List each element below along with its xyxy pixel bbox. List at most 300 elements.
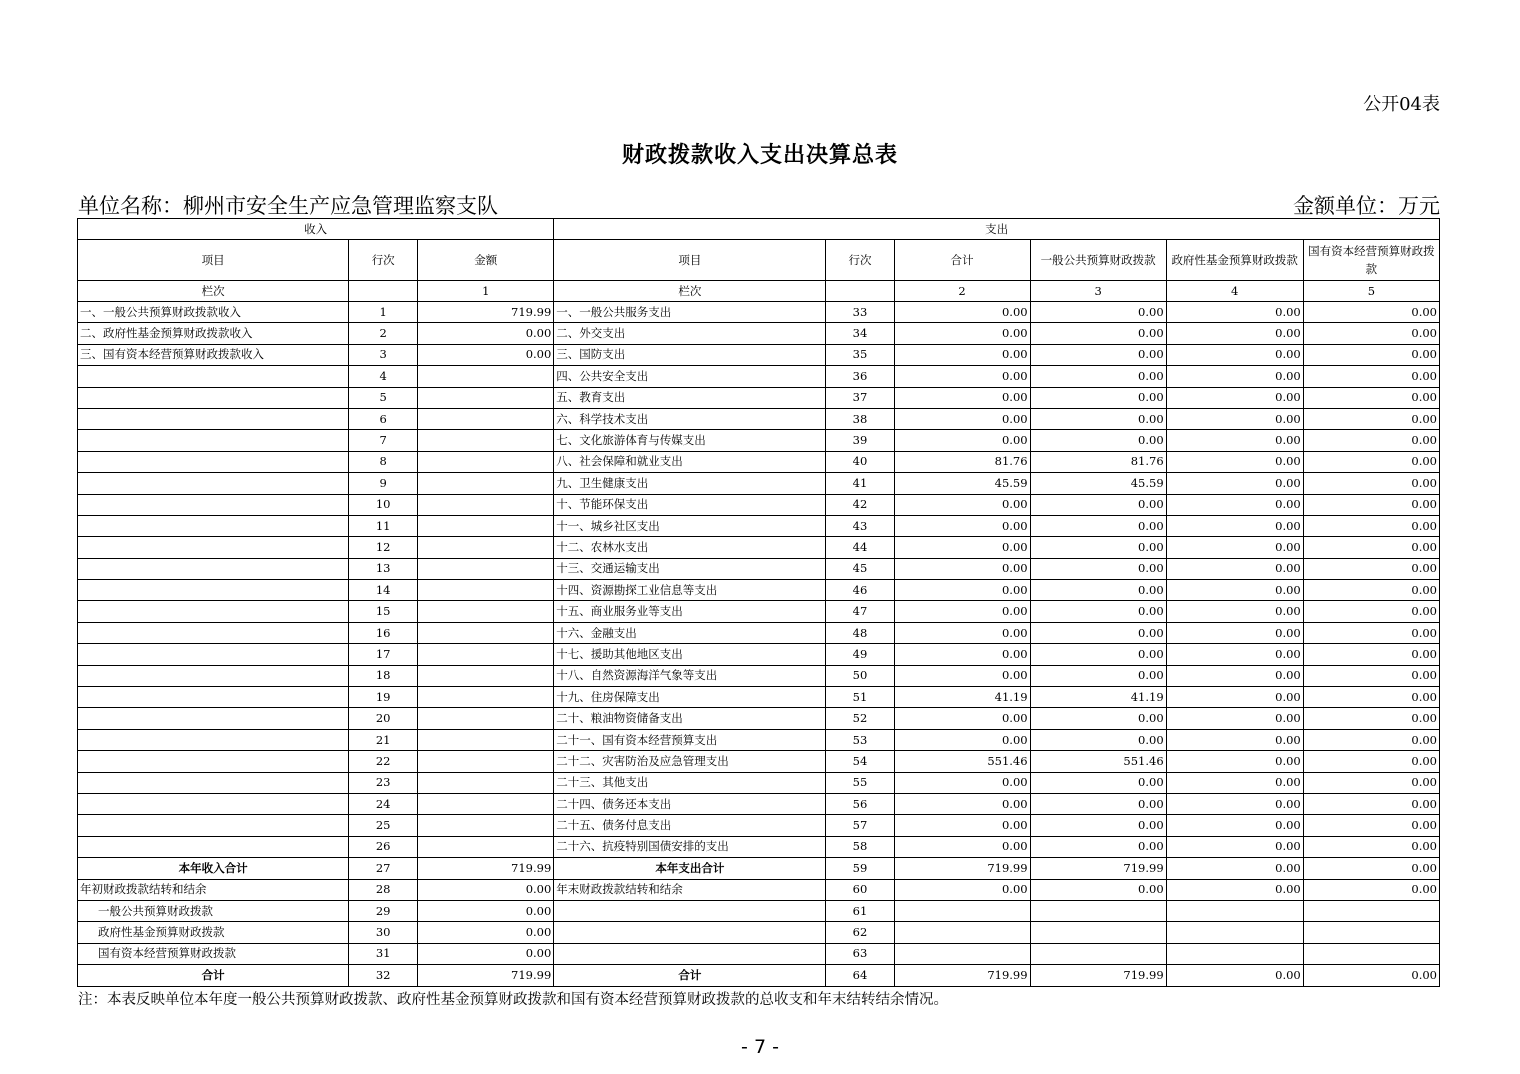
cell-ex-item: 十八、自然资源海洋气象等支出	[554, 665, 826, 686]
cell-ex-general: 0.00	[1030, 601, 1166, 622]
cell-ex-item: 二十二、灾害防治及应急管理支出	[554, 751, 826, 772]
col-num-in-amount: 1	[418, 281, 554, 302]
cell-ex-item: 十二、农林水支出	[554, 537, 826, 558]
cell-ex-fund: 0.00	[1166, 558, 1303, 579]
cell-ex-total: 0.00	[894, 665, 1030, 686]
cell-in-item	[78, 580, 349, 601]
table-row	[78, 858, 1440, 879]
cell-ex-total	[894, 943, 1030, 964]
cell-ex-total: 0.00	[894, 408, 1030, 429]
cell-ex-soe: 0.00	[1303, 708, 1439, 729]
cell-ex-item: 十四、资源勘探工业信息等支出	[554, 580, 826, 601]
page-number: - 7 -	[741, 1036, 779, 1058]
cell-in-item	[78, 729, 349, 750]
cell-ex-item: 四、公共安全支出	[554, 366, 826, 387]
cell-ex-total	[894, 900, 1030, 921]
cell-in-line: 12	[349, 537, 418, 558]
table-row	[78, 494, 1440, 515]
cell-ex-fund: 0.00	[1166, 815, 1303, 836]
cell-ex-line: 33	[826, 302, 894, 323]
cell-ex-soe: 0.00	[1303, 408, 1439, 429]
cell-in-line: 10	[349, 494, 418, 515]
cell-in-line: 13	[349, 558, 418, 579]
cell-in-item: 一、一般公共预算财政拨款收入	[78, 302, 349, 323]
cell-in-item	[78, 687, 349, 708]
cell-ex-fund	[1166, 922, 1303, 943]
table-row	[78, 644, 1440, 665]
cell-in-item: 政府性基金预算财政拨款	[78, 922, 349, 943]
cell-ex-line: 57	[826, 815, 894, 836]
column-header-row	[78, 240, 1440, 281]
cell-ex-line: 38	[826, 408, 894, 429]
cell-ex-total: 0.00	[894, 558, 1030, 579]
cell-ex-line: 61	[826, 900, 894, 921]
cell-ex-line: 36	[826, 366, 894, 387]
cell-in-item	[78, 665, 349, 686]
cell-in-amount	[418, 430, 554, 451]
cell-in-line: 11	[349, 515, 418, 536]
table-row	[78, 515, 1440, 536]
cell-ex-item: 二十六、抗疫特别国债安排的支出	[554, 836, 826, 857]
cell-ex-item: 五、教育支出	[554, 387, 826, 408]
cell-ex-item	[554, 922, 826, 943]
cell-in-amount	[418, 387, 554, 408]
column-number-row	[78, 281, 1440, 302]
cell-ex-total: 0.00	[894, 344, 1030, 365]
cell-in-item	[78, 708, 349, 729]
cell-ex-soe: 0.00	[1303, 323, 1439, 344]
cell-in-amount	[418, 793, 554, 814]
cell-ex-total: 0.00	[894, 537, 1030, 558]
cell-ex-item: 一、一般公共服务支出	[554, 302, 826, 323]
cell-ex-fund: 0.00	[1166, 451, 1303, 472]
table-row	[78, 815, 1440, 836]
table-row	[78, 430, 1440, 451]
cell-ex-soe	[1303, 900, 1439, 921]
table-row	[78, 622, 1440, 643]
cell-ex-total	[894, 922, 1030, 943]
cell-ex-item: 九、卫生健康支出	[554, 473, 826, 494]
cell-ex-total: 45.59	[894, 473, 1030, 494]
cell-ex-item	[554, 900, 826, 921]
table-row	[78, 473, 1440, 494]
cell-ex-total: 0.00	[894, 729, 1030, 750]
cell-ex-general: 719.99	[1030, 858, 1166, 879]
cell-ex-item: 十、节能环保支出	[554, 494, 826, 515]
cell-ex-total: 0.00	[894, 601, 1030, 622]
cell-ex-fund: 0.00	[1166, 708, 1303, 729]
header-in-amount: 金额	[418, 240, 554, 281]
cell-ex-general: 0.00	[1030, 729, 1166, 750]
cell-ex-fund: 0.00	[1166, 729, 1303, 750]
table-row	[78, 344, 1440, 365]
cell-ex-general: 0.00	[1030, 558, 1166, 579]
cell-ex-general: 45.59	[1030, 473, 1166, 494]
cell-ex-soe: 0.00	[1303, 451, 1439, 472]
cell-ex-total: 0.00	[894, 836, 1030, 857]
cell-ex-soe: 0.00	[1303, 751, 1439, 772]
cell-ex-general	[1030, 900, 1166, 921]
cell-ex-general: 0.00	[1030, 302, 1166, 323]
cell-ex-general: 0.00	[1030, 344, 1166, 365]
cell-ex-fund: 0.00	[1166, 580, 1303, 601]
cell-in-line: 25	[349, 815, 418, 836]
cell-ex-soe: 0.00	[1303, 793, 1439, 814]
cell-in-line: 20	[349, 708, 418, 729]
cell-ex-item: 十一、城乡社区支出	[554, 515, 826, 536]
cell-in-amount	[418, 644, 554, 665]
table-row	[78, 729, 1440, 750]
cell-ex-general: 0.00	[1030, 323, 1166, 344]
cell-ex-general	[1030, 922, 1166, 943]
cell-in-item	[78, 387, 349, 408]
cell-ex-soe: 0.00	[1303, 580, 1439, 601]
cell-ex-line: 54	[826, 751, 894, 772]
cell-in-line: 16	[349, 622, 418, 643]
cell-ex-general: 551.46	[1030, 751, 1166, 772]
cell-in-item	[78, 537, 349, 558]
cell-in-item	[78, 793, 349, 814]
col-num-ex-soe: 5	[1303, 281, 1439, 302]
cell-ex-general: 0.00	[1030, 879, 1166, 900]
cell-in-amount	[418, 729, 554, 750]
cell-ex-fund: 0.00	[1166, 430, 1303, 451]
cell-in-line: 27	[349, 858, 418, 879]
cell-ex-soe: 0.00	[1303, 665, 1439, 686]
col-num-ex-fund: 4	[1166, 281, 1303, 302]
cell-ex-total: 0.00	[894, 323, 1030, 344]
cell-ex-soe: 0.00	[1303, 366, 1439, 387]
cell-ex-soe: 0.00	[1303, 302, 1439, 323]
cell-ex-line: 43	[826, 515, 894, 536]
cell-ex-soe: 0.00	[1303, 430, 1439, 451]
cell-ex-total: 0.00	[894, 622, 1030, 643]
cell-ex-general: 0.00	[1030, 665, 1166, 686]
table-row	[78, 451, 1440, 472]
cell-in-line: 8	[349, 451, 418, 472]
table-row	[78, 943, 1440, 964]
cell-in-item	[78, 772, 349, 793]
cell-in-amount	[418, 751, 554, 772]
cell-in-amount	[418, 708, 554, 729]
cell-ex-fund: 0.00	[1166, 515, 1303, 536]
cell-in-item	[78, 601, 349, 622]
cell-in-amount	[418, 494, 554, 515]
cell-in-amount	[418, 515, 554, 536]
cell-in-amount	[418, 772, 554, 793]
cell-in-line: 28	[349, 879, 418, 900]
cell-ex-general: 0.00	[1030, 537, 1166, 558]
section-expense: 支出	[554, 219, 1440, 240]
cell-ex-item: 十九、住房保障支出	[554, 687, 826, 708]
cell-in-item	[78, 408, 349, 429]
cell-ex-fund: 0.00	[1166, 473, 1303, 494]
cell-ex-general: 0.00	[1030, 430, 1166, 451]
table-row	[78, 302, 1440, 323]
col-num-ex-line	[826, 281, 894, 302]
table-row	[78, 836, 1440, 857]
cell-ex-fund: 0.00	[1166, 793, 1303, 814]
cell-ex-soe	[1303, 922, 1439, 943]
cell-ex-item: 二十三、其他支出	[554, 772, 826, 793]
cell-ex-item: 本年支出合计	[554, 858, 826, 879]
cell-in-line: 31	[349, 943, 418, 964]
cell-in-line: 5	[349, 387, 418, 408]
cell-in-line: 15	[349, 601, 418, 622]
table-row	[78, 601, 1440, 622]
cell-ex-fund: 0.00	[1166, 836, 1303, 857]
cell-ex-line: 41	[826, 473, 894, 494]
cell-ex-line: 56	[826, 793, 894, 814]
cell-ex-fund: 0.00	[1166, 494, 1303, 515]
cell-ex-total: 41.19	[894, 687, 1030, 708]
cell-in-line: 22	[349, 751, 418, 772]
cell-ex-item: 八、社会保障和就业支出	[554, 451, 826, 472]
cell-ex-fund: 0.00	[1166, 622, 1303, 643]
cell-ex-total: 0.00	[894, 793, 1030, 814]
cell-ex-soe: 0.00	[1303, 858, 1439, 879]
cell-ex-general: 0.00	[1030, 836, 1166, 857]
cell-ex-total: 81.76	[894, 451, 1030, 472]
page-title: 财政拨款收入支出决算总表	[621, 142, 898, 168]
cell-in-item	[78, 836, 349, 857]
cell-in-amount: 0.00	[418, 922, 554, 943]
cell-in-amount	[418, 473, 554, 494]
cell-ex-soe: 0.00	[1303, 537, 1439, 558]
cell-ex-soe: 0.00	[1303, 644, 1439, 665]
cell-ex-total: 0.00	[894, 515, 1030, 536]
cell-in-item	[78, 815, 349, 836]
cell-ex-total: 0.00	[894, 430, 1030, 451]
cell-in-amount	[418, 558, 554, 579]
table-row	[78, 879, 1440, 900]
cell-in-amount: 719.99	[418, 302, 554, 323]
cell-in-line: 21	[349, 729, 418, 750]
cell-in-line: 17	[349, 644, 418, 665]
cell-ex-line: 55	[826, 772, 894, 793]
budget-table	[77, 218, 1440, 987]
cell-ex-line: 35	[826, 344, 894, 365]
cell-ex-general: 0.00	[1030, 772, 1166, 793]
cell-ex-line: 51	[826, 687, 894, 708]
cell-ex-item: 三、国防支出	[554, 344, 826, 365]
cell-ex-item: 合计	[554, 965, 826, 986]
cell-in-amount	[418, 622, 554, 643]
cell-in-item	[78, 430, 349, 451]
cell-ex-soe: 0.00	[1303, 387, 1439, 408]
footnote: 注：本表反映单位本年度一般公共预算财政拨款、政府性基金预算财政拨款和国有资本经营预算财政拨款的总收支和年末结转结余情况。	[78, 992, 948, 1008]
header-ex-soe: 国有资本经营预算财政拨款	[1303, 240, 1439, 281]
section-header-row	[78, 219, 1440, 240]
cell-ex-fund: 0.00	[1166, 387, 1303, 408]
cell-ex-fund: 0.00	[1166, 665, 1303, 686]
cell-in-amount: 0.00	[418, 323, 554, 344]
cell-ex-general: 0.00	[1030, 580, 1166, 601]
cell-ex-general: 719.99	[1030, 965, 1166, 986]
section-income: 收入	[78, 219, 554, 240]
cell-in-line: 19	[349, 687, 418, 708]
table-row	[78, 772, 1440, 793]
table-body	[78, 302, 1440, 987]
col-label-in: 栏次	[78, 281, 349, 302]
cell-ex-general: 0.00	[1030, 515, 1166, 536]
cell-ex-line: 45	[826, 558, 894, 579]
cell-ex-item: 七、文化旅游体育与传媒支出	[554, 430, 826, 451]
cell-in-item	[78, 515, 349, 536]
cell-in-line: 18	[349, 665, 418, 686]
cell-ex-fund: 0.00	[1166, 644, 1303, 665]
header-ex-fund: 政府性基金预算财政拨款	[1166, 240, 1303, 281]
cell-in-line: 3	[349, 344, 418, 365]
cell-ex-fund	[1166, 943, 1303, 964]
cell-ex-total: 719.99	[894, 858, 1030, 879]
header-ex-item: 项目	[554, 240, 826, 281]
cell-in-line: 24	[349, 793, 418, 814]
cell-in-line: 14	[349, 580, 418, 601]
cell-ex-total: 551.46	[894, 751, 1030, 772]
cell-in-item	[78, 494, 349, 515]
cell-ex-soe: 0.00	[1303, 729, 1439, 750]
cell-in-item	[78, 473, 349, 494]
cell-ex-item	[554, 943, 826, 964]
table-row	[78, 793, 1440, 814]
cell-ex-item: 十六、金融支出	[554, 622, 826, 643]
cell-ex-item: 二十五、债务付息支出	[554, 815, 826, 836]
cell-ex-line: 58	[826, 836, 894, 857]
cell-ex-soe: 0.00	[1303, 815, 1439, 836]
cell-in-line: 26	[349, 836, 418, 857]
cell-ex-fund	[1166, 900, 1303, 921]
cell-ex-fund: 0.00	[1166, 344, 1303, 365]
col-num-ex-total: 2	[894, 281, 1030, 302]
cell-ex-fund: 0.00	[1166, 687, 1303, 708]
cell-ex-general: 0.00	[1030, 793, 1166, 814]
amount-unit: 金额单位：万元	[1293, 194, 1440, 218]
cell-in-amount	[418, 665, 554, 686]
cell-ex-total: 0.00	[894, 815, 1030, 836]
cell-in-amount	[418, 408, 554, 429]
cell-ex-item: 十五、商业服务业等支出	[554, 601, 826, 622]
table-row	[78, 900, 1440, 921]
cell-in-amount: 719.99	[418, 965, 554, 986]
table-row	[78, 708, 1440, 729]
cell-ex-line: 34	[826, 323, 894, 344]
cell-ex-total: 0.00	[894, 387, 1030, 408]
header-in-item: 项目	[78, 240, 349, 281]
cell-in-item	[78, 366, 349, 387]
cell-ex-total: 0.00	[894, 772, 1030, 793]
cell-ex-line: 46	[826, 580, 894, 601]
cell-ex-line: 49	[826, 644, 894, 665]
cell-in-line: 6	[349, 408, 418, 429]
table-row	[78, 323, 1440, 344]
cell-ex-soe: 0.00	[1303, 473, 1439, 494]
table-row	[78, 408, 1440, 429]
cell-in-amount	[418, 687, 554, 708]
cell-in-amount	[418, 836, 554, 857]
cell-in-line: 7	[349, 430, 418, 451]
cell-ex-line: 53	[826, 729, 894, 750]
cell-ex-total: 719.99	[894, 965, 1030, 986]
col-num-ex-general: 3	[1030, 281, 1166, 302]
cell-ex-fund: 0.00	[1166, 302, 1303, 323]
cell-in-item: 国有资本经营预算财政拨款	[78, 943, 349, 964]
table-row	[78, 387, 1440, 408]
cell-ex-soe: 0.00	[1303, 772, 1439, 793]
cell-ex-item: 年末财政拨款结转和结余	[554, 879, 826, 900]
cell-ex-fund: 0.00	[1166, 408, 1303, 429]
cell-ex-fund: 0.00	[1166, 537, 1303, 558]
cell-ex-item: 六、科学技术支出	[554, 408, 826, 429]
cell-in-item	[78, 751, 349, 772]
cell-in-line: 32	[349, 965, 418, 986]
cell-in-item: 二、政府性基金预算财政拨款收入	[78, 323, 349, 344]
cell-in-item: 年初财政拨款结转和结余	[78, 879, 349, 900]
cell-ex-general: 0.00	[1030, 708, 1166, 729]
table-row	[78, 665, 1440, 686]
cell-ex-general: 81.76	[1030, 451, 1166, 472]
table-row	[78, 965, 1440, 986]
cell-in-line: 30	[349, 922, 418, 943]
unit-name: 单位名称：柳州市安全生产应急管理监察支队	[78, 194, 498, 218]
cell-ex-soe: 0.00	[1303, 494, 1439, 515]
cell-ex-fund: 0.00	[1166, 601, 1303, 622]
cell-ex-item: 二十一、国有资本经营预算支出	[554, 729, 826, 750]
cell-ex-item: 二十、粮油物资储备支出	[554, 708, 826, 729]
cell-in-item: 合计	[78, 965, 349, 986]
table-row	[78, 366, 1440, 387]
cell-ex-fund: 0.00	[1166, 366, 1303, 387]
cell-ex-line: 52	[826, 708, 894, 729]
header-ex-general: 一般公共预算财政拨款	[1030, 240, 1166, 281]
cell-in-amount: 0.00	[418, 879, 554, 900]
cell-ex-general	[1030, 943, 1166, 964]
cell-ex-fund: 0.00	[1166, 751, 1303, 772]
cell-ex-line: 42	[826, 494, 894, 515]
cell-in-item: 一般公共预算财政拨款	[78, 900, 349, 921]
cell-in-amount: 0.00	[418, 943, 554, 964]
cell-in-item	[78, 558, 349, 579]
cell-ex-line: 59	[826, 858, 894, 879]
cell-ex-line: 62	[826, 922, 894, 943]
cell-ex-general: 0.00	[1030, 815, 1166, 836]
cell-in-amount	[418, 815, 554, 836]
cell-ex-soe: 0.00	[1303, 622, 1439, 643]
form-code: 公开04表	[1363, 94, 1440, 115]
cell-ex-line: 63	[826, 943, 894, 964]
cell-in-amount	[418, 580, 554, 601]
cell-ex-general: 0.00	[1030, 387, 1166, 408]
cell-in-item	[78, 622, 349, 643]
table-row	[78, 537, 1440, 558]
cell-ex-line: 60	[826, 879, 894, 900]
cell-ex-line: 39	[826, 430, 894, 451]
cell-in-line: 4	[349, 366, 418, 387]
cell-in-item: 三、国有资本经营预算财政拨款收入	[78, 344, 349, 365]
cell-ex-soe: 0.00	[1303, 344, 1439, 365]
cell-ex-item: 十七、援助其他地区支出	[554, 644, 826, 665]
cell-in-line: 9	[349, 473, 418, 494]
cell-in-amount: 719.99	[418, 858, 554, 879]
table-row	[78, 922, 1440, 943]
cell-ex-line: 40	[826, 451, 894, 472]
cell-ex-soe: 0.00	[1303, 879, 1439, 900]
cell-ex-fund: 0.00	[1166, 772, 1303, 793]
cell-in-amount: 0.00	[418, 344, 554, 365]
cell-in-item	[78, 451, 349, 472]
col-num-in-line	[349, 281, 418, 302]
cell-in-line: 2	[349, 323, 418, 344]
